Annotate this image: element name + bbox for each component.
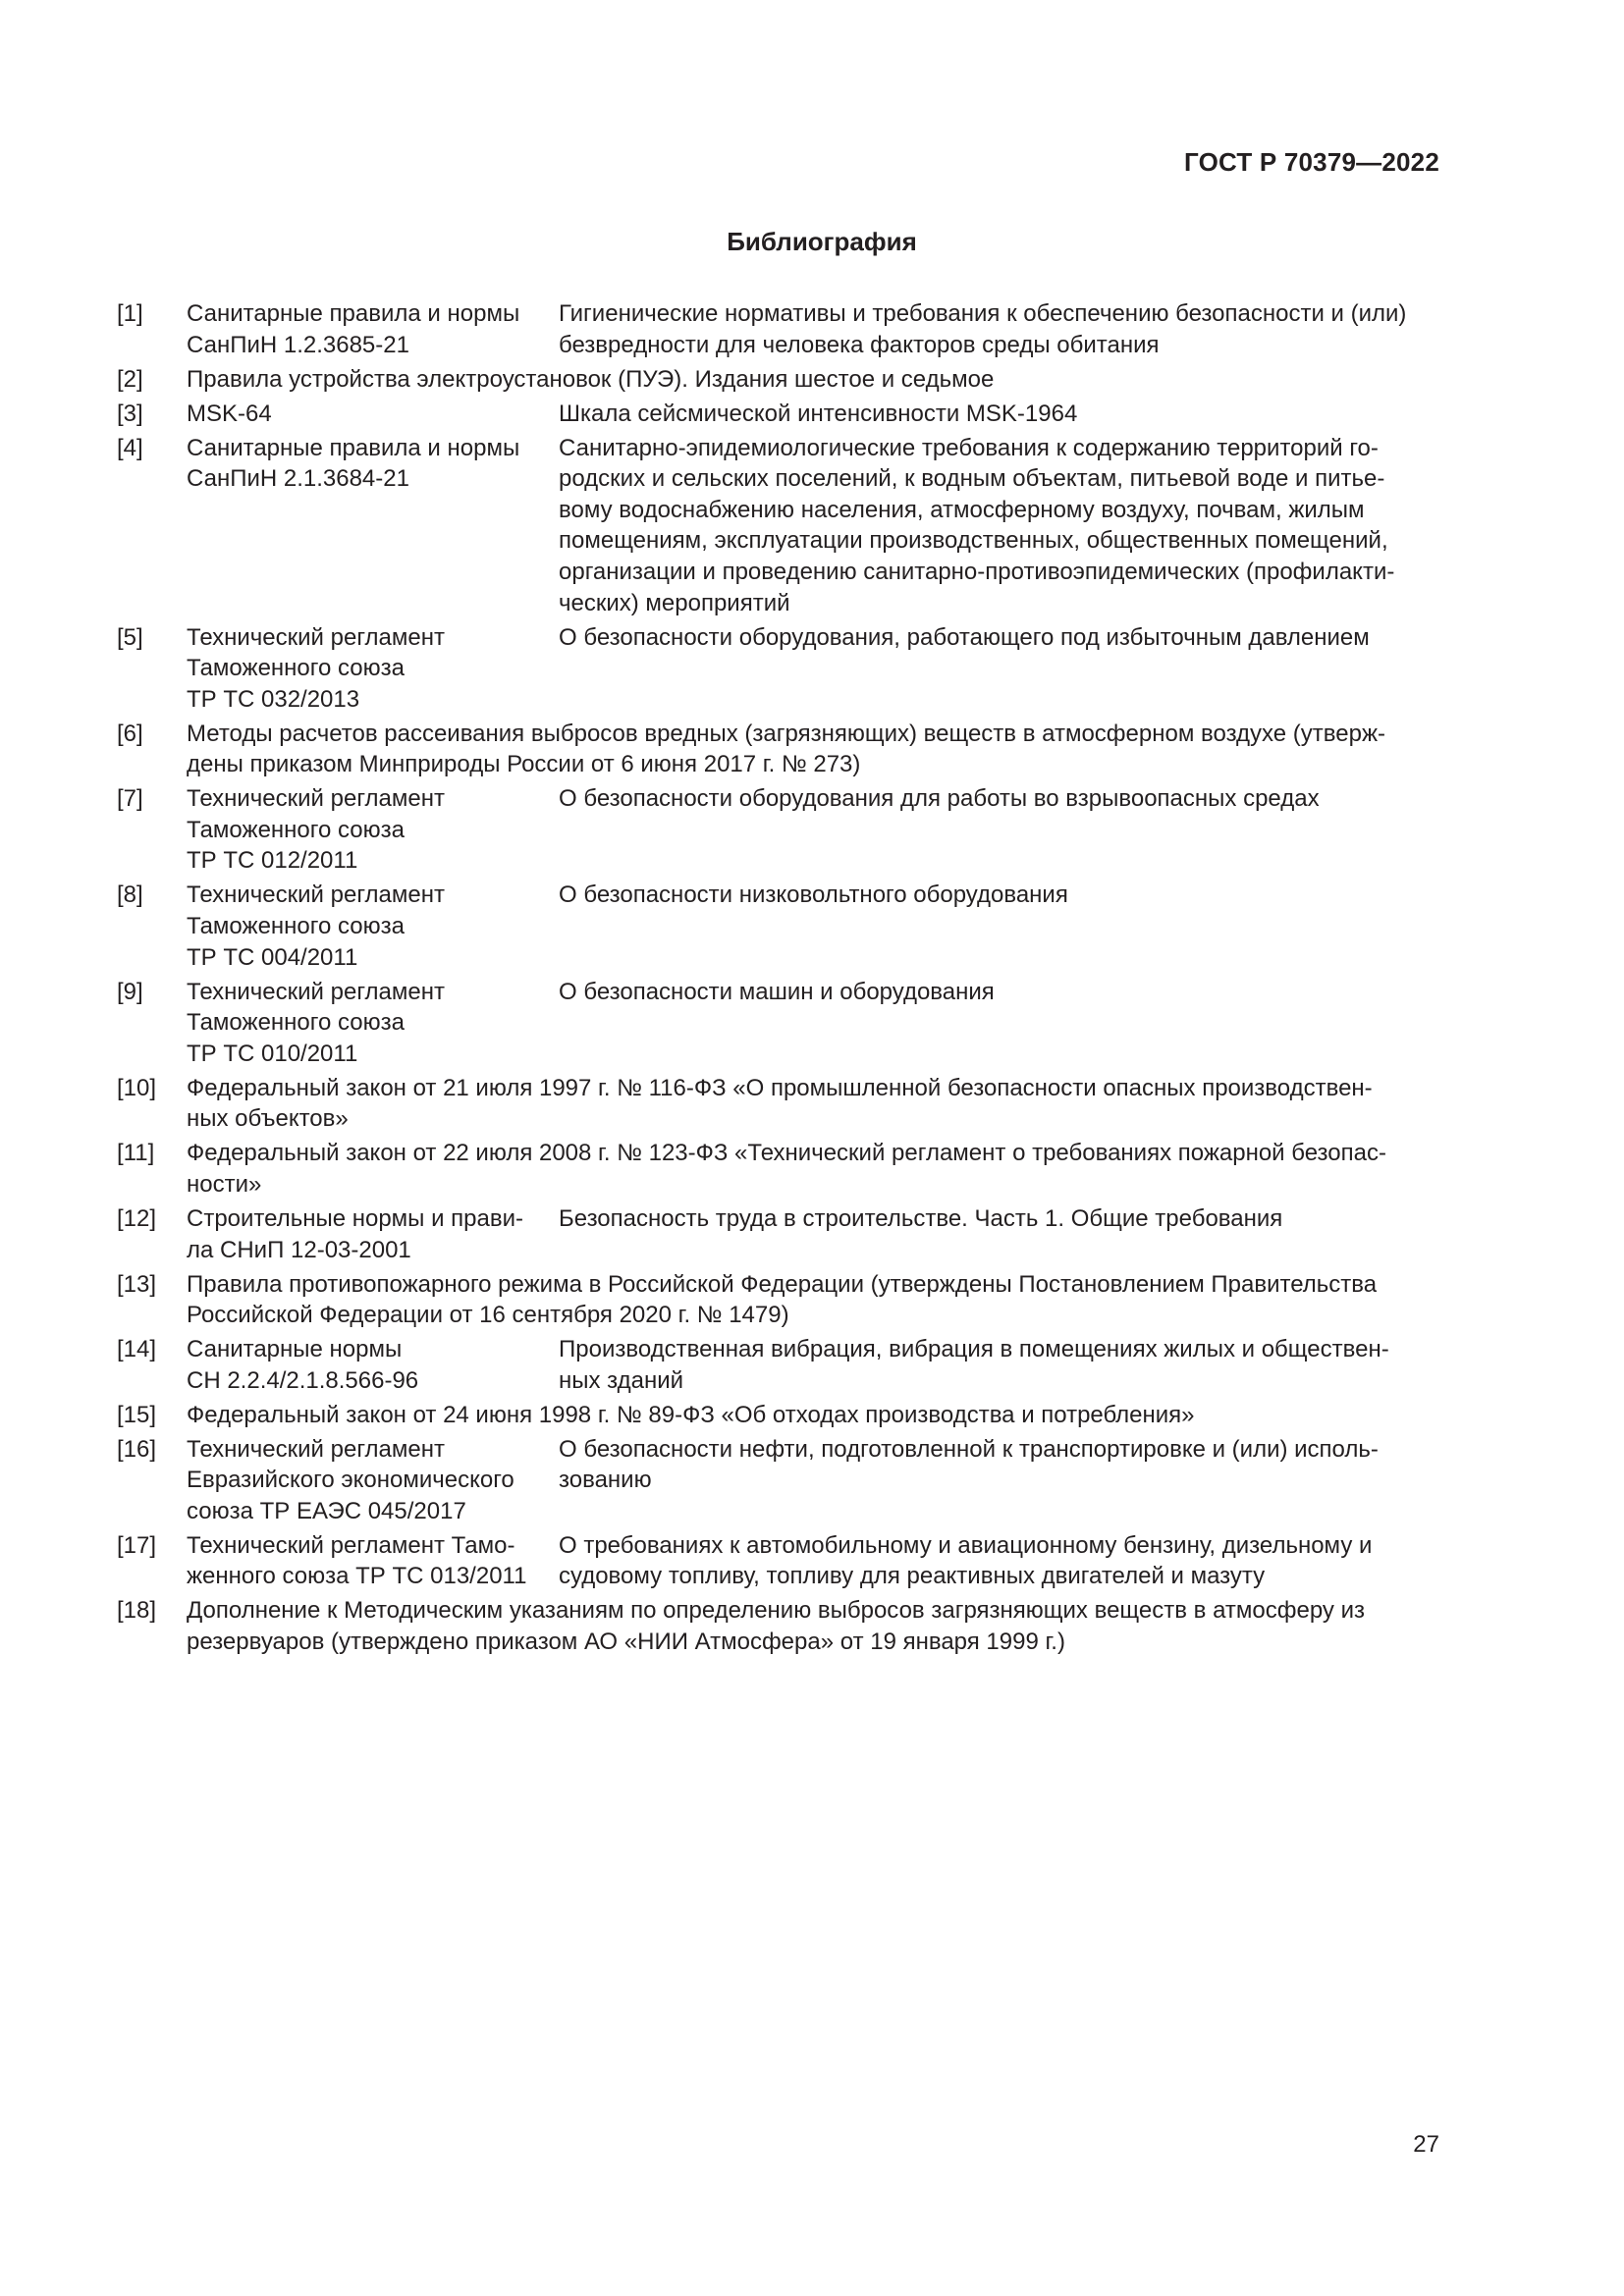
entry-source-line: Строительные нормы и прави-	[187, 1204, 524, 1232]
entry-title	[559, 977, 1442, 1070]
entry-title	[559, 783, 1442, 877]
entry-number: [9]	[117, 978, 143, 1005]
bibliography-entry	[117, 364, 1442, 396]
entry-number: [13]	[117, 1270, 157, 1298]
entry-source	[187, 1530, 559, 1592]
entry-title	[559, 880, 1442, 973]
entry-title-line: ческих) мероприятий	[559, 589, 790, 616]
entry-source-line: СН 2.2.4/2.1.8.566-96	[187, 1366, 419, 1394]
entry-full-text	[187, 719, 1442, 780]
entry-text-line: ности»	[187, 1170, 262, 1198]
entry-text-line: Дополнение к Методическим указаниям по определению выбросов загрязняющих веществ в атмосферу из	[187, 1597, 1365, 1625]
section-title: Библиография	[727, 227, 917, 256]
entry-title-line: безвредности для человека факторов среды обитания	[559, 331, 1160, 358]
entry-title	[559, 1434, 1442, 1527]
entry-source-line: ТР ТС 032/2013	[187, 685, 360, 713]
entry-number: [18]	[117, 1597, 157, 1625]
entry-full-text	[187, 1400, 1442, 1431]
entry-source-line: Технический регламент	[187, 623, 445, 651]
entry-title	[559, 622, 1442, 716]
entry-source-line: женного союза ТР ТС 013/2011	[187, 1563, 527, 1590]
entry-title	[559, 298, 1442, 360]
bibliography-entry	[117, 433, 1442, 619]
entry-number: [6]	[117, 720, 143, 747]
entry-number: [3]	[117, 400, 143, 427]
entry-source	[187, 880, 559, 973]
entry-number: [12]	[117, 1204, 157, 1232]
entry-title-line: ных зданий	[559, 1366, 684, 1394]
document-code: ГОСТ Р 70379—2022	[1184, 147, 1439, 177]
entry-source-line: Технический регламент	[187, 1435, 445, 1463]
entry-title-line: Гигиенические нормативы и требования к обеспечению безопасности и (или)	[559, 300, 1407, 327]
bibliography-entry	[117, 1073, 1442, 1135]
entry-number: [1]	[117, 300, 143, 327]
bibliography-entry	[117, 622, 1442, 716]
entry-source-line: ла СНиП 12-03-2001	[187, 1236, 411, 1263]
entry-source	[187, 1434, 559, 1527]
entry-title-line: судовому топливу, топливу для реактивных двигателей и мазуту	[559, 1563, 1266, 1590]
entry-title	[559, 1530, 1442, 1592]
entry-text-line: Российской Федерации от 16 сентября 2020 г. № 1479)	[187, 1302, 789, 1329]
entry-source	[187, 977, 559, 1070]
bibliography-entry	[117, 1595, 1442, 1657]
entry-source-line: СанПиН 2.1.3684-21	[187, 465, 409, 493]
entry-number: [2]	[117, 365, 143, 393]
bibliography-entry	[117, 1434, 1442, 1527]
entry-source	[187, 1203, 559, 1265]
entry-source-line: ТР ТС 012/2011	[187, 847, 358, 875]
bibliography-entry	[117, 399, 1442, 430]
entry-number: [15]	[117, 1401, 157, 1428]
entry-title-line: О безопасности нефти, подготовленной к транспортировке и (или) исполь-	[559, 1435, 1379, 1463]
entry-number: [17]	[117, 1531, 157, 1559]
entry-source-line: Технический регламент Тамо-	[187, 1531, 515, 1559]
entry-source-line: Таможенного союза	[187, 655, 405, 682]
entry-source-line: Технический регламент	[187, 785, 445, 813]
entry-full-text	[187, 364, 1442, 396]
entry-number: [7]	[117, 785, 143, 813]
entry-number: [4]	[117, 434, 143, 461]
bibliography-entry	[117, 1203, 1442, 1265]
entry-source-line: MSK-64	[187, 400, 272, 427]
entry-source-line: Санитарные правила и нормы	[187, 434, 520, 461]
entry-text-line: дены приказом Минприроды России от 6 июня 2017 г. № 273)	[187, 751, 861, 778]
entry-source	[187, 783, 559, 877]
entry-number: [14]	[117, 1336, 157, 1363]
bibliography-entry	[117, 1400, 1442, 1431]
entry-title-line: вому водоснабжению населения, атмосферному воздуху, почвам, жилым	[559, 496, 1365, 523]
entry-title-line: О безопасности низковольтного оборудования	[559, 881, 1068, 909]
entry-source-line: СанПиН 1.2.3685-21	[187, 331, 409, 358]
entry-title	[559, 433, 1442, 619]
entry-source-line: Евразийского экономического	[187, 1467, 514, 1494]
entry-title-line: Производственная вибрация, вибрация в помещениях жилых и обществен-	[559, 1336, 1389, 1363]
entry-source	[187, 622, 559, 716]
entry-source	[187, 298, 559, 360]
entry-source	[187, 1334, 559, 1396]
bibliography-entry	[117, 1334, 1442, 1396]
entry-title-line: родских и сельских поселений, к водным объектам, питьевой воде и питье-	[559, 465, 1385, 493]
entry-number: [5]	[117, 623, 143, 651]
entry-source-line: Таможенного союза	[187, 816, 405, 843]
entry-text-line: Правила противопожарного режима в Российской Федерации (утверждены Постановлением Правительства	[187, 1270, 1378, 1298]
entry-title	[559, 399, 1442, 430]
entry-full-text	[187, 1138, 1442, 1200]
entry-source-line: Технический регламент	[187, 978, 445, 1005]
entry-source-line: Таможенного союза	[187, 913, 405, 940]
bibliography-entry	[117, 298, 1442, 360]
bibliography-entry	[117, 783, 1442, 877]
entry-title-line: О безопасности машин и оборудования	[559, 978, 995, 1005]
bibliography-entry	[117, 1138, 1442, 1200]
entry-full-text	[187, 1073, 1442, 1135]
entry-title-line: помещениям, эксплуатации производственных, общественных помещений,	[559, 527, 1388, 555]
entry-title-line: Безопасность труда в строительстве. Часть 1. Общие требования	[559, 1204, 1283, 1232]
entry-title-line: зованию	[559, 1467, 652, 1494]
entry-source-line: ТР ТС 004/2011	[187, 943, 358, 971]
entry-number: [10]	[117, 1074, 157, 1101]
entry-title-line: Шкала сейсмической интенсивности MSK-1964	[559, 400, 1078, 427]
entry-text-line: Методы расчетов рассеивания выбросов вредных (загрязняющих) веществ в атмосферном воздухе (утверж-	[187, 720, 1385, 747]
bibliography-entry	[117, 719, 1442, 780]
entry-text-line: Федеральный закон от 21 июля 1997 г. № 116-ФЗ «О промышленной безопасности опасных производствен-	[187, 1074, 1373, 1101]
entry-text-line: Федеральный закон от 24 июня 1998 г. № 89-ФЗ «Об отходах производства и потребления»	[187, 1401, 1195, 1428]
bibliography-entry	[117, 977, 1442, 1070]
entry-source-line: ТР ТС 010/2011	[187, 1040, 358, 1067]
bibliography-entry	[117, 880, 1442, 973]
page-number: 27	[1413, 2131, 1439, 2158]
bibliography-entry	[117, 1269, 1442, 1331]
entry-source	[187, 399, 559, 430]
entry-text-line: ных объектов»	[187, 1105, 349, 1133]
bibliography-entry	[117, 1530, 1442, 1592]
entry-number: [11]	[117, 1140, 155, 1167]
entry-text-line: Правила устройства электроустановок (ПУЭ). Издания шестое и седьмое	[187, 365, 995, 393]
entry-text-line: резервуаров (утверждено приказом АО «НИИ Атмосфера» от 19 января 1999 г.)	[187, 1628, 1065, 1655]
entry-source-line: Технический регламент	[187, 881, 445, 909]
entry-source-line: союза ТР ЕАЭС 045/2017	[187, 1497, 466, 1524]
entry-full-text	[187, 1269, 1442, 1331]
entry-text-line: Федеральный закон от 22 июля 2008 г. № 123-ФЗ «Технический регламент о требованиях пожарной безопас-	[187, 1140, 1386, 1167]
entry-title-line: Санитарно-эпидемиологические требования к содержанию территорий го-	[559, 434, 1379, 461]
entry-title-line: организации и проведению санитарно-противоэпидемических (профилакти-	[559, 558, 1395, 585]
entry-title-line: О требованиях к автомобильному и авиационному бензину, дизельному и	[559, 1531, 1373, 1559]
bibliography-list	[117, 298, 1442, 1661]
entry-title	[559, 1203, 1442, 1265]
entry-title-line: О безопасности оборудования для работы во взрывоопасных средах	[559, 785, 1320, 813]
entry-source-line: Санитарные нормы	[187, 1336, 403, 1363]
entry-source-line: Таможенного союза	[187, 1009, 405, 1037]
entry-number: [16]	[117, 1435, 157, 1463]
entry-title	[559, 1334, 1442, 1396]
entry-title-line: О безопасности оборудования, работающего под избыточным давлением	[559, 623, 1370, 651]
entry-source	[187, 433, 559, 619]
entry-full-text	[187, 1595, 1442, 1657]
entry-number: [8]	[117, 881, 143, 909]
entry-source-line: Санитарные правила и нормы	[187, 300, 520, 327]
